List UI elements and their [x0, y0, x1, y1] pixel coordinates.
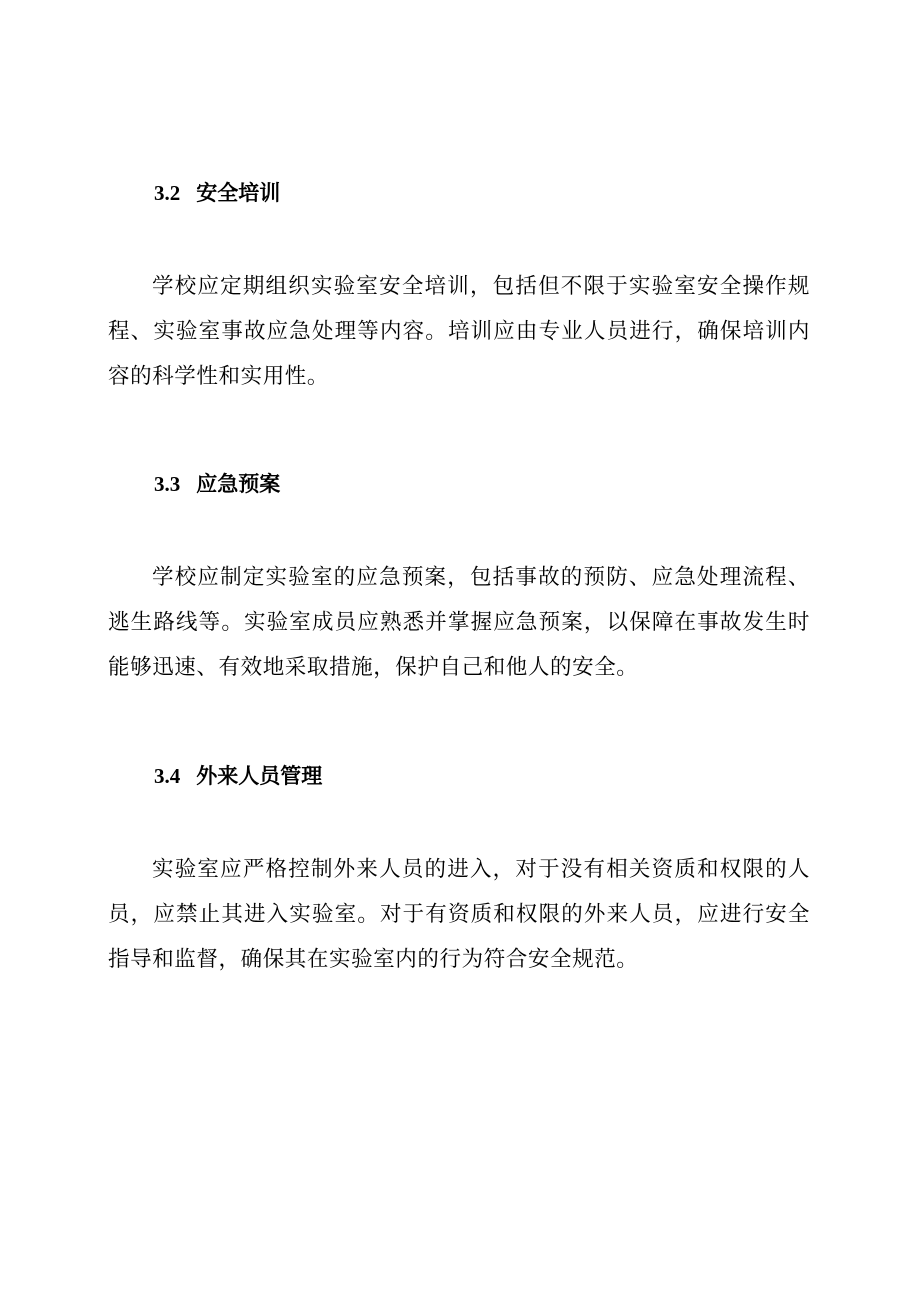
section-number: 3.3 — [154, 472, 181, 496]
section-paragraph: 学校应定期组织实验室安全培训，包括但不限于实验室安全操作规程、实验室事故应急处理等内容。培训应由专业人员进行，确保培训内容的科学性和实用性。 — [108, 274, 810, 389]
section-title: 外来人员管理 — [196, 764, 323, 788]
section-title: 应急预案 — [196, 472, 281, 496]
section-paragraph: 实验室应严格控制外来人员的进入，对于没有相关资质和权限的人员，应禁止其进入实验室。对于有资质和权限的外来人员，应进行安全指导和监督，确保其在实验室内的行为符合安全规范。 — [108, 857, 810, 972]
section-paragraph: 学校应制定实验室的应急预案，包括事故的预防、应急处理流程、逃生路线等。实验室成员应熟悉并掌握应急预案，以保障在事故发生时能够迅速、有效地采取措施，保护自己和他人的安全。 — [108, 565, 810, 680]
section-heading — [154, 761, 322, 791]
section-heading — [154, 178, 280, 208]
section-number: 3.4 — [154, 764, 181, 788]
section-number: 3.2 — [154, 181, 181, 205]
section-title: 安全培训 — [196, 181, 281, 205]
section-heading — [154, 469, 280, 499]
